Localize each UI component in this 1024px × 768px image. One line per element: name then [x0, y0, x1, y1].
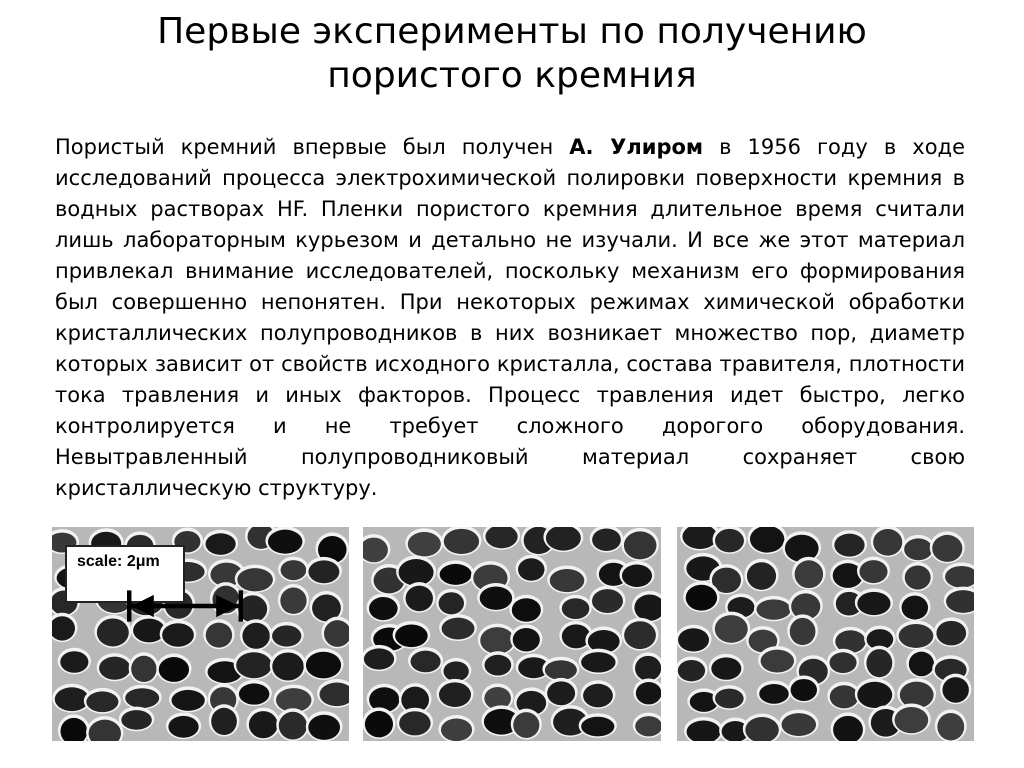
pore [857, 592, 890, 615]
sem-micrograph-2 [363, 527, 661, 741]
pore [172, 690, 205, 711]
pore [782, 713, 817, 736]
scale-arrow-icon [127, 579, 243, 633]
scale-label: scale: 2μm [77, 553, 160, 570]
body-paragraph [55, 132, 965, 504]
pore [866, 649, 892, 677]
pore [562, 624, 590, 648]
pore [480, 627, 514, 654]
pore [747, 562, 776, 590]
pore [249, 711, 278, 738]
paragraph-rest: в 1956 году в ходе исследований процесса электрохимической полировки поверхности кремния в водных растворах HF. Пленки пористого кремния длительное время считали лишь лабораторным курьезом и детально не изучали. И все же этот материал привлекал внимание исследователей, поскольку механизм его формирования был совершенно непонятен. При некоторых режимах химической обработки кристаллических полупроводников в них возникает множество пор, диаметр которых зависит от свойств исходного кристалла, состава травителя, плотности тока травления и иных факторов. Процесс травления идет быстро, легко контролируется и не требует сложного дорогого оборудования. Невытравленный полупроводниковый материал сохраняет свою кристаллическую структуру. [55, 135, 965, 500]
pore [622, 564, 652, 587]
pore [168, 716, 198, 738]
pore [550, 569, 585, 592]
pore [308, 715, 340, 740]
pore [443, 661, 468, 681]
pore [715, 529, 744, 552]
pore [236, 652, 272, 678]
pore [406, 586, 433, 612]
pore [834, 534, 864, 557]
title-line-1: Первые эксперименты по получению [157, 11, 867, 52]
pore [205, 533, 235, 555]
pore [131, 656, 156, 682]
sem-micrograph-3 [677, 527, 974, 741]
pore [399, 559, 434, 586]
pore [899, 624, 934, 648]
pore [857, 682, 892, 708]
pore [272, 652, 304, 680]
scale-bar-box [65, 545, 185, 603]
pore [715, 689, 744, 709]
pore [895, 707, 929, 733]
pore [439, 682, 471, 707]
pore [513, 628, 540, 651]
pore [830, 652, 857, 673]
pore [365, 711, 393, 737]
pore [624, 531, 657, 559]
pore [442, 618, 475, 640]
pore [159, 657, 189, 682]
porous-structure-image-2 [363, 527, 661, 741]
porous-structure-image-3 [677, 527, 974, 741]
pore [942, 677, 968, 703]
pore [678, 660, 705, 681]
pore [791, 679, 817, 701]
author-name: А. Улиром [569, 135, 704, 159]
pore [239, 683, 269, 704]
page-title [60, 10, 964, 98]
pore [795, 560, 824, 588]
pore [909, 652, 934, 677]
title-line-2: пористого кремния [327, 55, 697, 96]
pore [583, 684, 613, 708]
pore [624, 621, 656, 649]
pore [592, 589, 623, 613]
paragraph-start: Пористый кремний впервые был получен [55, 135, 570, 159]
pore [306, 652, 341, 679]
pore [364, 648, 394, 669]
pore [272, 625, 301, 646]
pore [592, 529, 621, 552]
pore [932, 535, 962, 562]
pore [902, 596, 928, 620]
pore [761, 650, 794, 673]
pore [99, 657, 130, 680]
pore [678, 628, 709, 651]
pore [636, 682, 661, 704]
pore [936, 621, 966, 646]
pore [581, 652, 615, 672]
pore [904, 538, 932, 560]
pore [545, 660, 577, 680]
pore [411, 651, 441, 673]
pore [444, 529, 479, 554]
pore [547, 681, 575, 705]
pore [757, 599, 791, 619]
pore [395, 625, 428, 648]
pore [759, 684, 789, 704]
pore [55, 687, 89, 711]
pore [125, 688, 159, 708]
pore [562, 598, 590, 619]
pore [635, 656, 661, 681]
pore [211, 708, 237, 735]
pore [512, 598, 541, 622]
pore [281, 560, 307, 580]
pore [790, 618, 816, 645]
pore [268, 530, 302, 554]
pore [121, 710, 152, 730]
pore [279, 712, 307, 740]
pore [280, 588, 306, 614]
pore [439, 592, 464, 614]
pore [873, 529, 902, 556]
pore [513, 712, 539, 738]
pore [441, 719, 472, 741]
pore [399, 711, 430, 735]
pore [242, 623, 269, 649]
pore [480, 587, 513, 610]
pore [518, 558, 544, 580]
pore [937, 713, 964, 741]
pore [440, 564, 472, 585]
pore [830, 685, 859, 708]
pore [635, 716, 661, 736]
pore [369, 597, 398, 620]
pore [711, 657, 741, 679]
pore [97, 618, 129, 646]
pore [715, 615, 748, 643]
pore [308, 560, 339, 583]
pore [905, 565, 931, 589]
pore [686, 585, 717, 611]
pore [485, 655, 512, 676]
pore [408, 532, 441, 556]
sem-micrograph-1 [52, 527, 349, 741]
pore [86, 691, 118, 712]
pore [60, 651, 88, 673]
pore [581, 717, 614, 737]
pore [859, 560, 887, 583]
